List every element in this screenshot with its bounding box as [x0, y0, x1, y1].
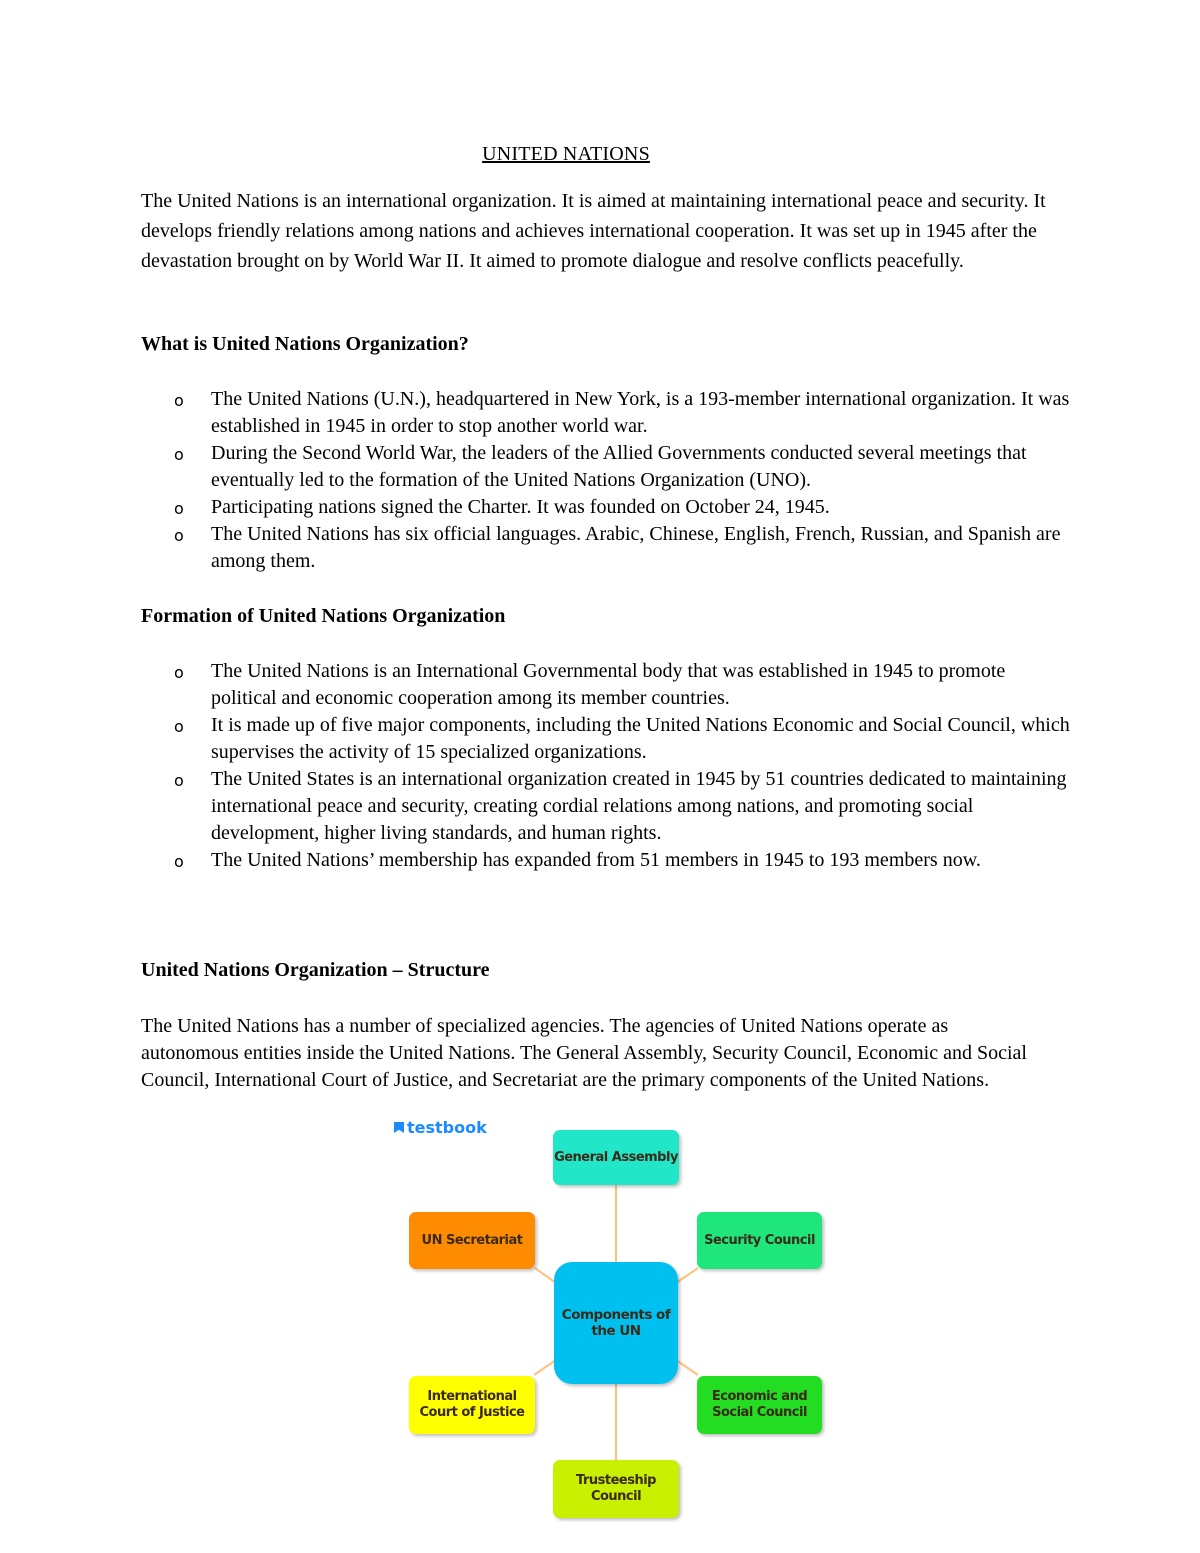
list-item: o During the Second World War, the leaders of the Allied Governments conducted several meetings that eventually led to the formation of the United Nations Organization (UNO). — [174, 442, 1027, 491]
list-item: o It is made up of five major components, including the United Nations Economic and Social Council, which supervises the activity of 15 specialized organizations. — [174, 714, 1070, 763]
section-heading-structure: United Nations Organization – Structure — [141, 959, 490, 981]
connector-court — [534, 1360, 556, 1375]
bullet-icon: o — [174, 445, 184, 464]
general-assembly-box: General Assembly — [553, 1130, 679, 1185]
connector-ecosoc — [676, 1360, 698, 1375]
bullet-icon: o — [174, 717, 184, 736]
list-item: o The United Nations’ membership has expanded from 51 members in 1945 to 193 members now. — [172, 847, 1072, 874]
list-item: o The United States is an international organization created in 1945 by 51 countries dedicated to maintaining international peace and security, creating cordial relations among nations, and promoting social development, higher living standards, and human rights. — [174, 768, 1067, 844]
intro-paragraph: The United Nations is an international organization. It is aimed at maintaining international peace and security. It develops friendly relations among nations and achieves international cooperation. It was set up in 1945 after the devastation brought on by World War II. It aimed to promote dialogue and resolve conflicts peacefully. — [141, 190, 1046, 272]
list-item: o The United Nations (U.N.), headquartered in New York, is a 193-member international organization. It was established in 1945 in order to stop another world war. — [174, 388, 1070, 437]
bullet-icon: o — [174, 852, 184, 871]
un-secretariat-box: UN Secretariat — [409, 1212, 535, 1269]
brand-name: testbook — [407, 1118, 487, 1137]
bullet-icon: o — [174, 391, 184, 410]
structure-paragraph: The United Nations has a number of specialized agencies. The agencies of United Nations operate as autonomous entities inside the United Nations. The General Assembly, Security Council, Economic and Social Council, International Court of Justice, and Secretariat are the primary components of the United Nations. — [141, 1015, 1027, 1091]
ecosoc-box: Economic and Social Council — [697, 1376, 822, 1434]
international-court-box: International Court of Justice — [409, 1376, 535, 1434]
center-box: Components of the UN — [554, 1262, 678, 1384]
security-council-box: Security Council — [697, 1212, 822, 1269]
connector-secretariat — [535, 1268, 556, 1283]
bullet-icon: o — [174, 499, 184, 518]
list-item: o The United Nations has six official languages. Arabic, Chinese, English, French, Russian, and Spanish are among them. — [174, 523, 1061, 572]
bullet-icon: o — [174, 663, 184, 682]
list-item: o The United Nations is an International Governmental body that was established in 1945 to promote political and economic cooperation among its member countries. — [174, 660, 1006, 709]
connector-security-council — [676, 1268, 698, 1283]
section-heading-formation: Formation of United Nations Organization — [141, 605, 506, 627]
list-item: o Participating nations signed the Charter. It was founded on October 24, 1945. — [172, 494, 1072, 521]
page-title: UNITED NATIONS — [482, 143, 650, 165]
section-heading-what-is-un: What is United Nations Organization? — [141, 333, 469, 355]
bullet-icon: o — [174, 526, 184, 545]
bullet-icon: o — [174, 771, 184, 790]
trusteeship-council-box: Trusteeship Council — [553, 1460, 679, 1518]
